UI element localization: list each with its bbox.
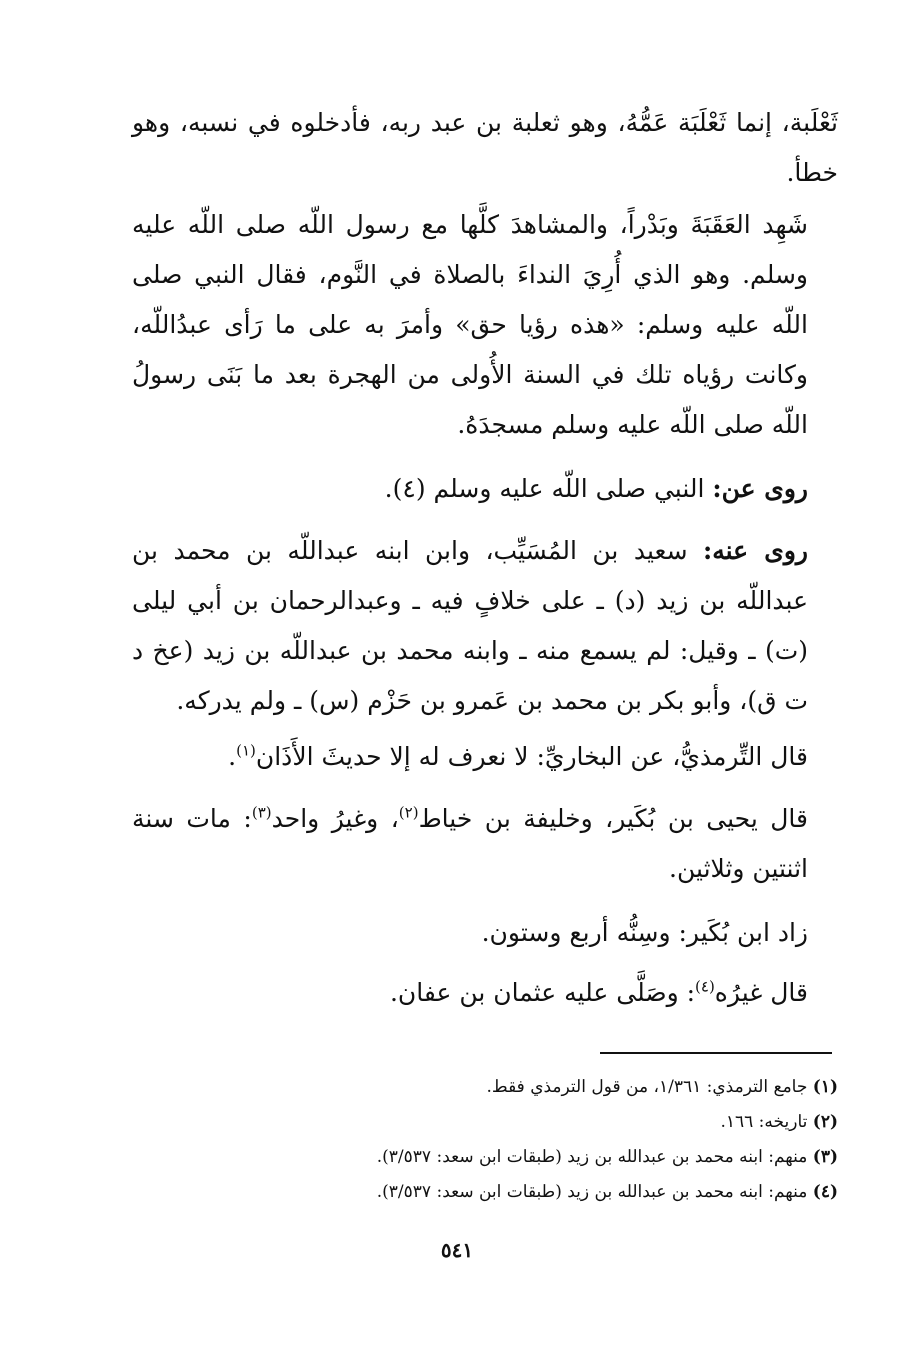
funeral-text-b: : وصَلَّى عليه عثمان بن عفان.: [389, 978, 696, 1007]
page-number: ٥٤١: [440, 1238, 474, 1262]
paragraph-tirmidhi: [132, 732, 838, 782]
footnote-1: [270, 1070, 838, 1105]
paragraph-biography: [132, 200, 838, 450]
footnotes: [270, 1070, 838, 1210]
paragraph-age: [132, 908, 838, 958]
tirmidhi-end: .: [228, 742, 237, 771]
footnote-ref: (٣): [251, 803, 272, 822]
death-text-a: قال يحيى بن بُكَير، وخليفة بن خياط: [418, 804, 809, 833]
paragraph-text: زاد ابن بُكَير: وسِنُّه أربع وستون.: [481, 918, 808, 947]
death-text-b: ، وغيرُ واحد: [271, 804, 399, 833]
footnote-number: (٣): [812, 1147, 838, 1167]
narrators-text: سعيد بن المُسَيِّب، وابن ابنه عبداللّه بن محمد بن عبداللّه بن زيد (د) ـ على خلافٍ فيه ـ وعبدالرحمان بن أبي ليلى (ت) ـ وقيل: لم يسمع منه ـ وابنه محمد بن عبداللّه بن زيد (عخ د ت ق)، وأبو بكر بن محمد بن عَمرو بن حَزْم (س) ـ ولم يدركه.: [132, 536, 808, 715]
tirmidhi-text: قال التِّرمذيُّ، عن البخاريِّ: لا نعرف له إلا حديثَ الأَذَان: [255, 742, 808, 771]
paragraph-text: ثَعْلَبة، إنما ثَعْلَبَة عَمُّهُ، وهو ثعلبة بن عبد ربه، فأدخلوه في نسبه، وهو خطأ.: [132, 108, 838, 187]
footnote-3: [270, 1140, 838, 1175]
footnote-text: منهم: ابنه محمد بن عبدالله بن زيد (طبقات ابن سعد: ٣/٥٣٧).: [376, 1147, 813, 1167]
narrators-label: روى عنه:: [702, 536, 808, 565]
paragraph-text: [132, 464, 838, 514]
footnote-ref: (١): [236, 741, 256, 760]
death-text-c: : مات سنة اثنتين وثلاثين.: [132, 804, 808, 883]
paragraph-death: [132, 794, 838, 894]
paragraph-narrated-from: [132, 464, 838, 514]
narrated-from-label: روى عن:: [712, 474, 808, 503]
footnote-text: جامع الترمذي: ١/٣٦١، من قول الترمذي فقط.: [486, 1077, 813, 1097]
paragraph-text: شَهِد العَقَبَةَ وبَدْراً، والمشاهدَ كلَّها مع رسول اللّه صلى اللّه عليه وسلم. وهو الذي أُرِيَ النداءَ بالصلاة في النَّوم، فقال النبي صلى اللّه عليه وسلم: «هذه رؤيا حق» وأمرَ به على ما رَأى عبدُاللّه، وكانت رؤياه تلك في السنة الأُولى من الهجرة بعد ما بَنَى رسولُ اللّه صلى اللّه عليه وسلم مسجدَهُ.: [132, 210, 808, 439]
paragraph-funeral: [132, 968, 838, 1018]
footnote-4: [270, 1175, 838, 1210]
footnote-number: (٤): [812, 1182, 838, 1202]
footnote-ref: (٢): [398, 803, 419, 822]
narrated-from-text: النبي صلى اللّه عليه وسلم (٤).: [384, 474, 713, 503]
footnote-number: (١): [812, 1077, 838, 1097]
paragraph-text: [132, 732, 838, 782]
footnote-number: (٢): [812, 1112, 838, 1132]
footnote-ref: (٤): [695, 977, 715, 996]
paragraph-text: [132, 526, 838, 726]
funeral-text-a: قال غيرُه: [714, 978, 808, 1007]
paragraph-text: [132, 794, 838, 894]
footnote-divider: [600, 1052, 832, 1054]
paragraph-text: [132, 968, 838, 1018]
paragraph-nasab: [132, 98, 838, 198]
footnote-text: تاريخه: ١٦٦.: [720, 1112, 813, 1132]
paragraph-narrators: [132, 526, 838, 726]
footnote-2: [270, 1105, 838, 1140]
footnote-text: منهم: ابنه محمد بن عبدالله بن زيد (طبقات ابن سعد: ٣/٥٣٧).: [376, 1182, 813, 1202]
